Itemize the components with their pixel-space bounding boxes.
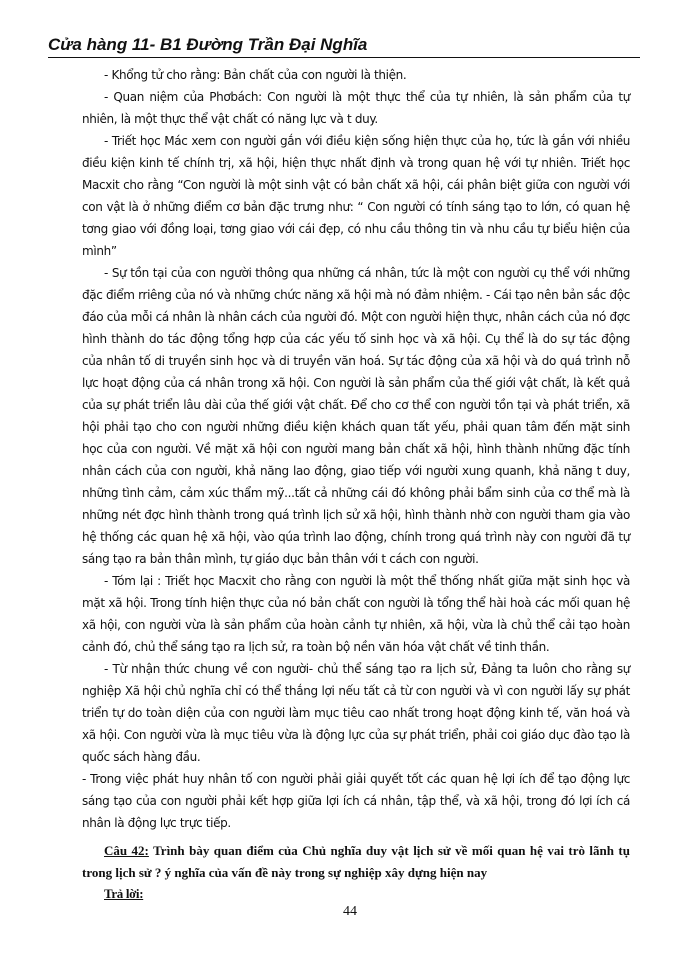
- paragraph: - Sự tồn tại của con người thông qua những cá nhân, tức là một con người cụ thể với những đặc điểm rriêng của nó và những chức năng xã hội mà nó đảm nhiệm. - Cái tạo nên bản sắc độc đáo của mỗi cá nhân là nhân cách của người đó. Một con người hiện thực, nhân cách của nó đợc hình thành do tác động tổng hợp của các yếu tố sinh học và xã hội. Cụ thể là do sự tác động của nhân tố di truyền sinh học và di truyền văn hoá. Sự tác động của xã hội và do quá trình nỗ lực hoạt động của cá nhân trong xã hội. Con người là sản phẩm của thế giới vật chất, là kết quả của sự phát triển lâu dài của thế giới vật chất. Để cho cơ thể con người tồn tại và phát triển, xã hội phải tạo cho con người những điều kiện khách quan tất yếu, phải quan tâm đến mặt sinh học của con người. Về mặt xã hội con người mang bản chất xã hội, hình thành những đặc tính nhân cách của con người, khả năng lao động, giao tiếp với người xung quanh, khả năng t duy, những tình cảm, cảm xúc thẩm mỹ...tất cả những cái đó không phải bẩm sinh của cơ thể mà là những nét đợc hình thành trong quá trình lịch sử xã hội, hình thành nhờ con người tham gia vào hệ thống các quan hệ xã hội, vào qúa trình lao động, chính trong quá trình này con người đã tự sáng tạo ra bản thân mình, tự giáo dục bản thân với t cách con người.: [82, 266, 630, 566]
- paragraph: - Khổng tử cho rằng: Bản chất của con người là thiện.: [104, 68, 407, 82]
- paragraph: - Triết học Mác xem con người gắn với điều kiện sống hiện thực của họ, tức là gắn với nhiều điều kiện kinh tế chính trị, xã hội, hiện thực nhất định và trong quan hệ với tự nhiên. Triết học Macxit cho rằng “Con người là một sinh vật có bản chất xã hội, cái phân biệt giữa con người với con vật là ở những điểm cơ bản đặc trưng như: “ Con người có tính sáng tạo to lớn, có quan hệ tơng giao với đồng loại, tơng giao với cái đẹp, có nhu cầu thông tin và nhu cầu tự biểu hiện của mình”: [82, 134, 630, 258]
- answer-label: Trả lời:: [104, 886, 144, 901]
- final-paragraph: - Trong việc phát huy nhân tố con người phải giải quyết tốt các quan hệ lợi ích để tạo động lực sáng tạo của con người phải kết hợp giữa lợi ích cá nhân, tập thể, và xã hội, trong đó lợi ích cá nhân là động lực trực tiếp.: [82, 772, 630, 830]
- document-body: [82, 64, 630, 904]
- question-label: Câu 42:: [104, 843, 149, 858]
- paragraph: - Quan niệm của Phơbách: Con người là một thực thể của tự nhiên, là sản phẩm của tự nhiên, là một thực thể vật chất có năng lực và t duy.: [82, 90, 630, 126]
- answer-heading: [82, 884, 630, 904]
- question-text: Trình bày quan điểm của Chủ nghĩa duy vật lịch sử về mối quan hệ vai trò lãnh tụ trong lịch sử ? ý nghĩa của vấn đề này trong sự nghiệp xây dựng hiện nay: [82, 843, 630, 880]
- paragraph: - Tóm lại : Triết học Macxit cho rằng con người là một thể thống nhất giữa mặt sinh học và mặt xã hội. Trong tính hiện thực của nó bản chất con người là tổng thể hài hoà các mối quan hệ xã hội, con người vừa là sản phẩm của hoàn cảnh tự nhiên, xã hội, vừa là chủ thể cải tạo hoàn cảnh đó, chủ thể sáng tạo ra lịch sử, ra toàn bộ nền văn hóa vật chất về tinh thần.: [82, 574, 630, 654]
- paragraph: - Từ nhận thức chung về con người- chủ thể sáng tạo ra lịch sử, Đảng ta luôn cho rằng sự nghiệp Xã hội chủ nghĩa chỉ có thể thắng lợi nếu tất cả từ con người và vì con người lấy sự phát triển tự do toàn diện của con người làm mục tiêu cao nhất trong hoạt động kinh tế, văn hoá và xã hội. Con người vừa là mục tiêu vừa là động lực của sự phát triển, phải coi giáo dục đào tạo là quốc sách hàng đầu.: [82, 662, 630, 764]
- page-number: 44: [343, 904, 357, 919]
- header-title: Cửa hàng 11- B1 Đường Trần Đại Nghĩa: [48, 35, 368, 54]
- question-heading: [82, 840, 630, 884]
- document-header: [48, 34, 640, 58]
